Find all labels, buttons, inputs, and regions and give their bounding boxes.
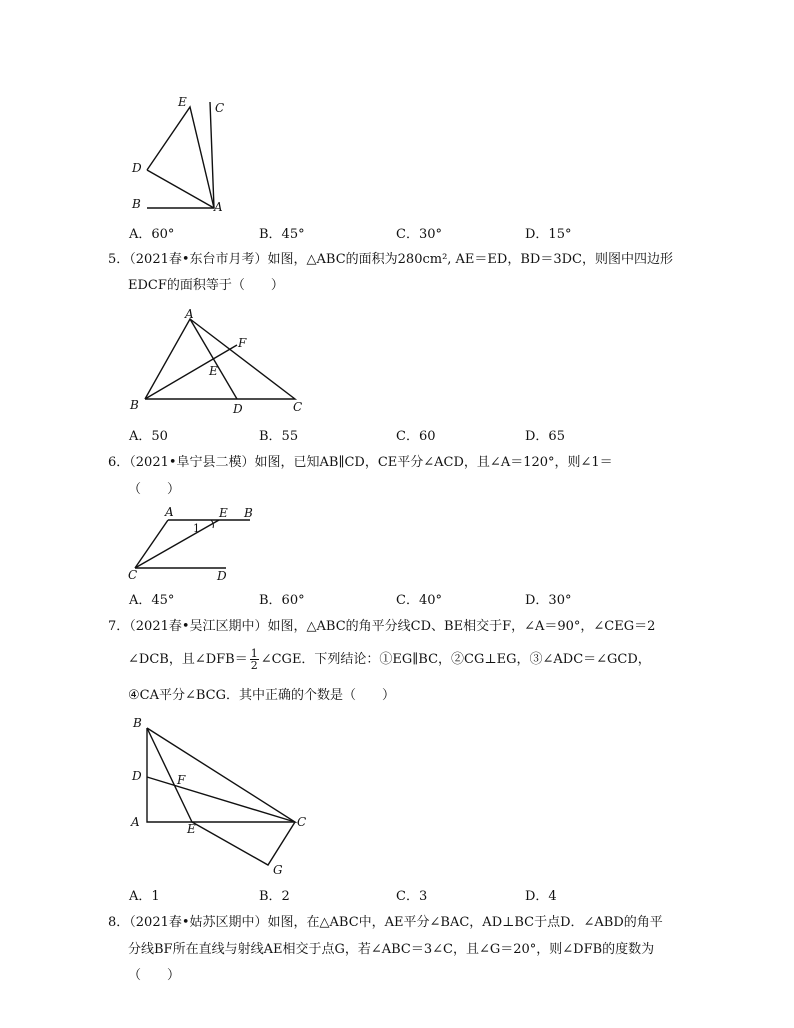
q5-stem-line1: 5．（2021春•东台市月考）如图，△ABC的面积为280cm², AE＝ED，BD＝3DC，则图中四边形 bbox=[108, 252, 673, 267]
q4-label-A: A bbox=[214, 200, 223, 214]
q7-label-A: A bbox=[131, 815, 140, 829]
q4-option-c[interactable]: C．30° bbox=[396, 227, 442, 242]
q4-option-b[interactable]: B．45° bbox=[259, 227, 305, 242]
q4-figure bbox=[125, 92, 245, 217]
q6-stem-line1: 6．（2021•阜宁县二模）如图，已知AB∥CD，CE平分∠ACD，且∠A＝120°，则∠1＝ bbox=[108, 455, 613, 470]
q6-figure bbox=[125, 503, 275, 583]
q7-label-E: E bbox=[187, 822, 196, 836]
q6-option-c[interactable]: C．40° bbox=[396, 593, 442, 608]
q7-stem-line2-pre: ∠DCB，且∠DFB＝ bbox=[128, 652, 248, 667]
q4-option-d[interactable]: D．15° bbox=[525, 227, 572, 242]
q7-label-F: F bbox=[177, 773, 186, 787]
q7-option-b[interactable]: B．2 bbox=[259, 889, 290, 904]
q7-stem-line2 bbox=[128, 648, 651, 671]
q6-option-a[interactable]: A．45° bbox=[129, 593, 175, 608]
q6-label-E: E bbox=[219, 506, 228, 520]
q5-option-b[interactable]: B．55 bbox=[259, 429, 299, 444]
q6-label-C: C bbox=[128, 568, 138, 582]
q4-label-C: C bbox=[215, 101, 225, 115]
q6-option-d[interactable]: D．30° bbox=[525, 593, 572, 608]
q7-fraction bbox=[250, 648, 259, 671]
q6-stem-line2: （ ） bbox=[128, 482, 181, 497]
q5-label-D: D bbox=[233, 402, 243, 416]
q6-label-D: D bbox=[217, 569, 227, 583]
q7-option-c[interactable]: C．3 bbox=[396, 889, 428, 904]
q5-label-F: F bbox=[238, 336, 247, 350]
q7-label-D: D bbox=[132, 769, 142, 783]
q5-label-A: A bbox=[185, 307, 194, 321]
q6-label-B: B bbox=[244, 506, 253, 520]
q5-label-C: C bbox=[293, 400, 303, 414]
q5-option-c[interactable]: C．60 bbox=[396, 429, 436, 444]
q5-label-B: B bbox=[130, 398, 139, 412]
q5-figure bbox=[125, 305, 315, 420]
q6-label-angle1: 1 bbox=[193, 522, 200, 535]
q7-option-a[interactable]: A．1 bbox=[129, 889, 160, 904]
q7-label-G: G bbox=[273, 863, 283, 877]
q7-stem-line1: 7．（2021春•吴江区期中）如图，△ABC的角平分线CD、BE相交于F，∠A＝90°，∠CEG＝2 bbox=[108, 619, 656, 634]
q7-label-C: C bbox=[297, 815, 307, 829]
q4-label-B: B bbox=[132, 197, 141, 211]
q5-stem-line2: EDCF的面积等于（ ） bbox=[128, 278, 284, 293]
q6-option-b[interactable]: B．60° bbox=[259, 593, 305, 608]
q7-figure bbox=[125, 712, 320, 882]
q7-stem-line2-post: ∠CGE．下列结论：①EG∥BC，②CG⊥EG，③∠ADC＝∠GCD， bbox=[260, 652, 651, 667]
q5-option-a[interactable]: A．50 bbox=[129, 429, 168, 444]
q4-option-a[interactable]: A．60° bbox=[129, 227, 175, 242]
q4-label-E: E bbox=[178, 95, 187, 109]
q7-frac-num: 1 bbox=[250, 647, 258, 660]
q5-label-E: E bbox=[209, 364, 218, 378]
q7-label-B: B bbox=[133, 716, 142, 730]
q7-frac-den: 2 bbox=[250, 659, 258, 672]
q7-stem-line3: ④CA平分∠BCG．其中正确的个数是（ ） bbox=[128, 688, 396, 703]
q6-label-A: A bbox=[165, 505, 174, 519]
q8-stem-line1: 8．（2021春•姑苏区期中）如图，在△ABC中，AE平分∠BAC，AD⊥BC于点D．∠ABD的角平 bbox=[108, 915, 663, 930]
q8-stem-line2: 分线BF所在直线与射线AE相交于点G，若∠ABC＝3∠C，且∠G＝20°，则∠DFB的度数为 bbox=[128, 942, 655, 957]
q4-label-D: D bbox=[132, 161, 142, 175]
q7-option-d[interactable]: D．4 bbox=[525, 889, 557, 904]
q5-option-d[interactable]: D．65 bbox=[525, 429, 565, 444]
q8-stem-line3: （ ） bbox=[128, 968, 181, 983]
